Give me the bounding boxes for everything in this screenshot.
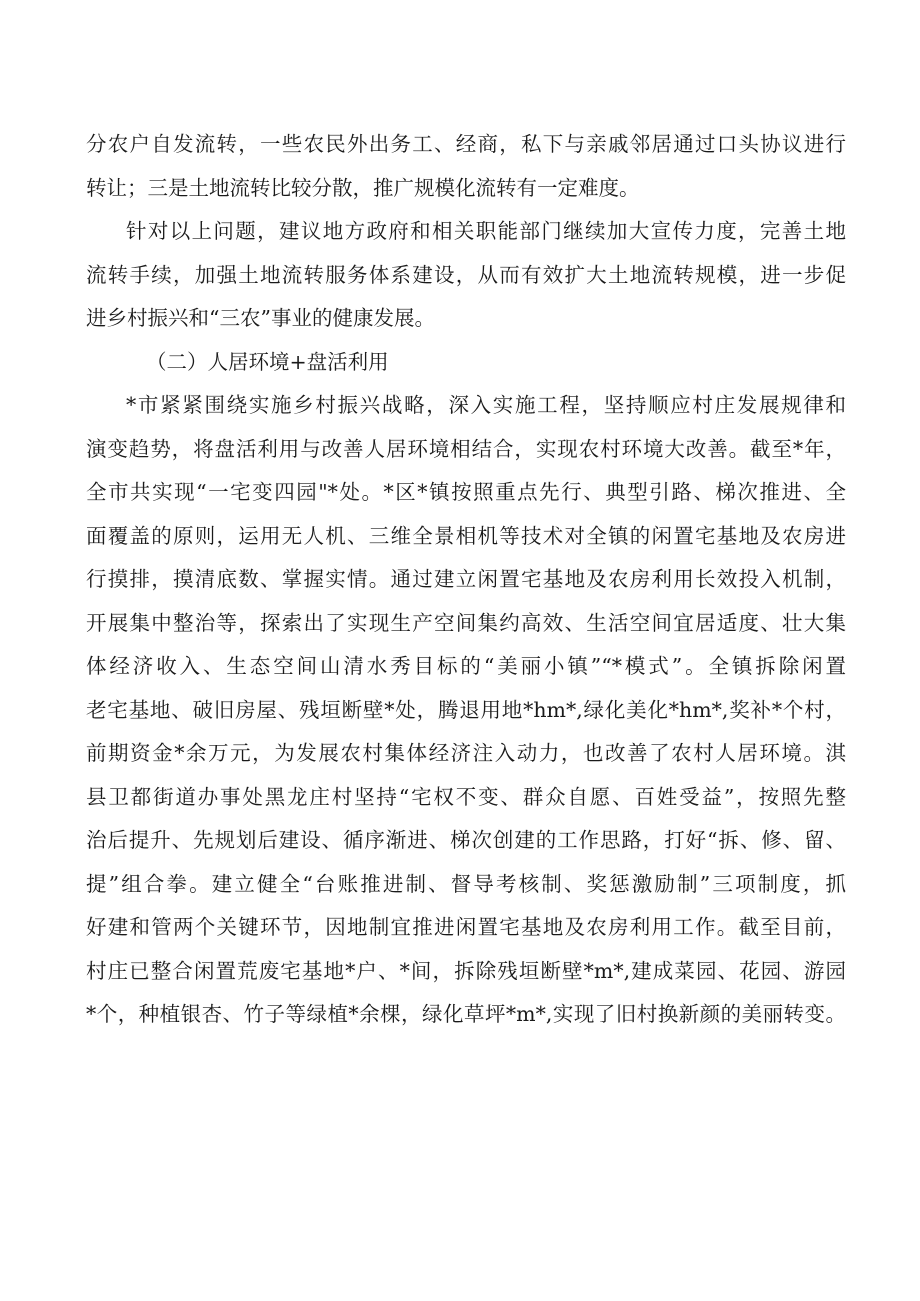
paragraph-line: 提”组合拳。建立健全“台账推进制、督导考核制、奖惩激励制”三项制度，抓	[86, 871, 846, 896]
paragraph-line: 老宅基地、破旧房屋、残垣断壁*处，腾退用地*hm*,绿化美化*hm*,奖补*个村，	[86, 697, 846, 722]
document-body	[86, 123, 846, 1037]
paragraph-line: 县卫都街道办事处黑龙庄村坚持“宅权不变、群众自愿、百姓受益”，按照先整	[86, 784, 846, 809]
paragraph-line: 全市共实现“一宅变四园"*处。*区*镇按照重点先行、典型引路、梯次推进、全	[86, 480, 846, 504]
paragraph-line: 分农户自发流转，一些农民外出务工、经商，私下与亲戚邻居通过口头协议进行	[86, 132, 846, 156]
paragraph-line: 开展集中整治等，探索出了实现生产空间集约高效、生活空间宜居适度、壮大集	[86, 610, 846, 635]
paragraph-line: 村庄已整合闲置荒废宅基地*户、*间，拆除残垣断壁*m*,建成菜园、花园、游园	[86, 958, 846, 983]
paragraph-line: *个，种植银杏、竹子等绿植*余棵，绿化草坪*m*,实现了旧村换新颜的美丽转变。	[86, 1002, 846, 1026]
paragraph-line: *市紧紧围绕实施乡村振兴战略，深入实施工程，坚持顺应村庄发展规律和	[126, 393, 846, 417]
paragraph-line: 针对以上问题，建议地方政府和相关职能部门继续加大宣传力度，完善土地	[126, 219, 846, 243]
paragraph-line: 进乡村振兴和“三农”事业的健康发展。	[86, 306, 435, 330]
paragraph-line: 体经济收入、生态空间山清水秀目标的“美丽小镇”“*模式”。全镇拆除闲置	[86, 654, 846, 678]
paragraph-2	[86, 210, 846, 341]
paragraph-line: 转让；三是土地流转比较分散，推广规模化流转有一定难度。	[86, 175, 640, 200]
paragraph-line: 前期资金*余万元，为发展农村集体经济注入动力，也改善了农村人居环境。淇	[86, 741, 846, 765]
paragraph-3	[86, 384, 846, 1037]
paragraph-line: 好建和管两个关键环节，因地制宜推进闲置宅基地及农房利用工作。截至目前，	[86, 915, 846, 939]
paragraph-line: 面覆盖的原则，运用无人机、三维全景相机等技术对全镇的闲置宅基地及农房进	[86, 523, 846, 548]
paragraph-line: 治后提升、先规划后建设、循序渐进、梯次创建的工作思路，打好“拆、修、留、	[86, 828, 846, 852]
paragraph-line: 流转手续，加强土地流转服务体系建设，从而有效扩大土地流转规模，进一步促	[86, 262, 846, 287]
paragraph-1	[86, 123, 846, 210]
section-heading-text: （二）人居环境+盘活利用	[146, 349, 389, 374]
paragraph-line: 演变趋势，将盘活利用与改善人居环境相结合，实现农村环境大改善。截至*年，	[86, 436, 846, 461]
paragraph-line: 行摸排，摸清底数、掌握实情。通过建立闲置宅基地及农房利用长效投入机制，	[86, 567, 846, 591]
section-heading	[86, 341, 846, 385]
